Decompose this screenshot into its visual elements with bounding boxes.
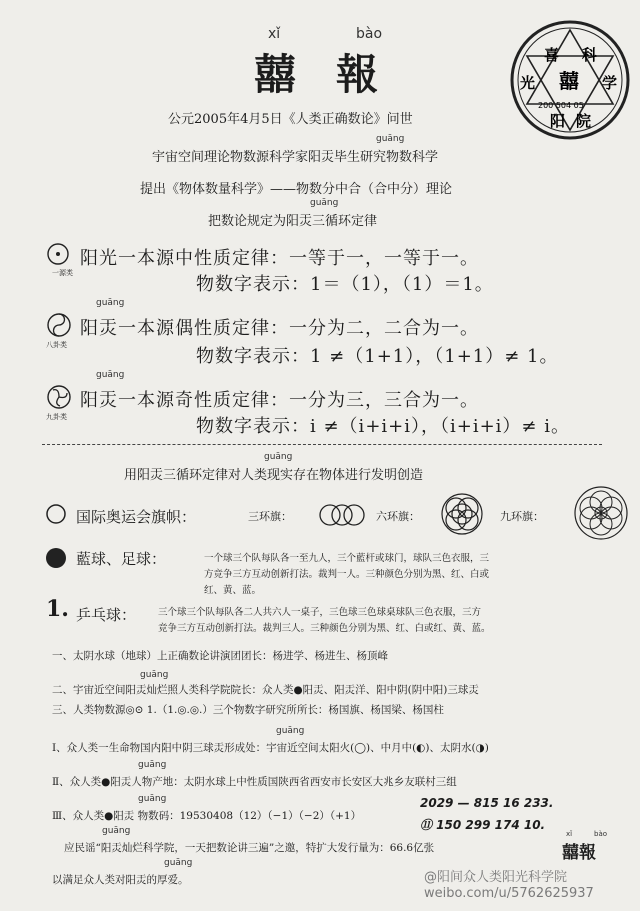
one-source-icon xyxy=(46,242,70,270)
seal-numbers: 200 504 05 xyxy=(538,101,584,110)
record-2: Ⅱ、众人类●阳㶣人物产地：太阴水球上中性质国陕西省西安市长安区大兆乡友联村三组 xyxy=(52,776,457,788)
law-1-icon-label: 一源类 xyxy=(52,269,73,277)
basketball-text-1: 一个球三个队每队各一至九人，三个藍杆或球门，球队三色衣服，三 xyxy=(204,553,490,564)
law-1-line-1: 阳光一本源中性质定律：一等于一，一等于一。 xyxy=(80,248,479,269)
record-3-pinyin: guāng xyxy=(138,794,167,804)
pingpong-text-2: 竞争三方互动创新打法。裁判三人。三种颜色分别为黑、红、白或红、黄、蓝。 xyxy=(158,623,491,634)
law-2-line-1: 阳㶣一本源偶性质定律：一分为二，二合为一。 xyxy=(80,318,479,339)
law-2-line-2: 物数字表示：1 ≠（1+1），（1+1）≠ 1。 xyxy=(196,346,559,367)
law-2-icon-label: 八卦类 xyxy=(46,341,67,349)
ball-bullet-icon xyxy=(44,546,68,574)
footer-line-2: 以满足众人类对阳㶣的厚爱。 xyxy=(52,874,189,886)
watermark-url: weibo.com/u/5762625937 xyxy=(424,886,594,901)
nine-ring-flag-label: 九环旗： xyxy=(500,510,544,523)
seal-stamp xyxy=(508,18,632,142)
seal-char-right: 学 xyxy=(602,74,618,92)
law-3-line-1: 阳㶣一本源奇性质定律：一分为三，三合为一。 xyxy=(80,390,479,411)
section-2-heading: 用阳㶣三循环定律对人类现实存在物体进行发明创造 xyxy=(124,468,424,483)
three-swirl-icon xyxy=(46,384,72,414)
seal-char-bottom: 阳 xyxy=(550,112,566,130)
section-2-pinyin: guāng xyxy=(264,452,293,462)
page-title xyxy=(254,42,418,102)
footer-sign-pinyin-left: xǐ xyxy=(566,830,573,838)
footer-signature xyxy=(562,838,596,863)
seal-graphic xyxy=(508,18,632,142)
title-right-pinyin: bào xyxy=(356,26,383,42)
footer-sign-pinyin-right: bào xyxy=(594,830,608,838)
title-right: 報 xyxy=(336,50,419,99)
seal-char-bottom-right: 院 xyxy=(576,112,592,130)
footer-pinyin: guāng xyxy=(102,826,131,836)
record-1: Ⅰ、众人类一生命物国内阳中阴三球㶣形成处：宇宙近空间太阳火(◯)、中月中(◐)、太阴水(◑) xyxy=(52,742,489,754)
record-3: Ⅲ、众人类●阳㶣 物数码：19530408（12）（−1）（−2）（+1） xyxy=(52,810,362,822)
record-3-handwritten-2: ⑪ 150 299 174 10. xyxy=(420,818,546,832)
three-ring-flag-icon xyxy=(318,500,366,534)
intro-line-3: 提出《物体数量科学》——物数分中合（合中分）理论 xyxy=(140,182,453,197)
seal-char-left: 光 xyxy=(520,74,536,92)
seal-char-top-right: 科 xyxy=(582,46,598,64)
law-2-pinyin: guāng xyxy=(96,298,125,308)
six-ring-flag-icon xyxy=(440,492,484,540)
six-ring-flag-label: 六环旗： xyxy=(376,510,420,523)
olympic-flag-label: 国际奥运会旗帜： xyxy=(76,508,197,526)
footer-sign-left: 囍 xyxy=(562,843,579,863)
record-3-handwritten-1: 2029 — 815 16 233. xyxy=(420,796,554,810)
record-2-pinyin: guāng xyxy=(138,760,167,770)
law-3-line-2: 物数字表示：i ≠（i+i+i），（i+i+i）≠ i。 xyxy=(196,416,570,437)
pingpong-text-1: 三个球三个队每队各二人共六人一桌子，三色球三色球桌球队三色衣服，三方 xyxy=(158,607,482,618)
pingpong-label: 乒乓球： xyxy=(76,606,137,624)
nine-ring-flag-icon xyxy=(572,484,630,546)
intro-line-4: 把数论规定为阳㶣三循环定律 xyxy=(208,214,378,229)
basketball-label: 藍球、足球： xyxy=(76,550,167,568)
law-1-line-2: 物数字表示：1＝（1），（1）＝1。 xyxy=(196,274,494,295)
intro-line-2-pinyin: guāng xyxy=(376,134,405,144)
watermark-account: @阳间众人类阳光科学院 xyxy=(424,870,568,885)
people-line-2: 二、宇宙近空间阳㶣灿烂照人类科学院院长：众人类●阳㶣、阳㶣洋、阳中阴(阴中阳)三球㶣 xyxy=(52,684,479,696)
seal-char-center: 囍 xyxy=(559,69,579,93)
basketball-text-2: 方竞争三方互动创新打法。裁判一人。三种颜色分别为黑、红、白或 xyxy=(204,569,490,580)
law-3-pinyin: guāng xyxy=(96,370,125,380)
pingpong-number-icon: 1. xyxy=(46,596,69,622)
footer-line-1: 应民谣“阳㶣灿烂科学院，一天把数论讲三遍”之邀，特扩大发行量为：66.6亿张 xyxy=(64,842,435,854)
footer-sign-right: 報 xyxy=(579,843,596,863)
record-1-pinyin: guāng xyxy=(276,726,305,736)
three-ring-flag-label: 三环旗： xyxy=(248,510,292,523)
section-divider xyxy=(42,444,602,445)
title-left-pinyin: xǐ xyxy=(268,26,281,42)
people-line-2-pinyin: guāng xyxy=(140,670,169,680)
yin-yang-icon xyxy=(46,312,72,342)
basketball-text-3: 红、黄、蓝。 xyxy=(204,585,262,596)
circle-bullet-icon xyxy=(44,502,68,530)
intro-line-4-pinyin: guāng xyxy=(310,198,339,208)
seal-char-top: 喜 xyxy=(544,46,560,64)
people-line-3: 三、人类物数源◎⊙ 1.（1.◎.◎.）三个物数字研究所所长：杨国旗、杨国梁、杨国柱 xyxy=(52,704,444,716)
footer-line-2-pinyin: guāng xyxy=(164,858,193,868)
intro-line-1: 公元2005年4月5日《人类正确数论》问世 xyxy=(168,112,413,127)
law-3-icon-label: 九卦类 xyxy=(46,413,67,421)
people-line-1: 一、太阴水球（地球）上正确数论讲演团团长：杨进学、杨进生、杨顶峰 xyxy=(52,650,388,662)
title-left: 囍 xyxy=(254,50,337,99)
intro-line-2: 宇宙空间理论物数源科学家阳㶣毕生研究物数科学 xyxy=(152,150,439,165)
